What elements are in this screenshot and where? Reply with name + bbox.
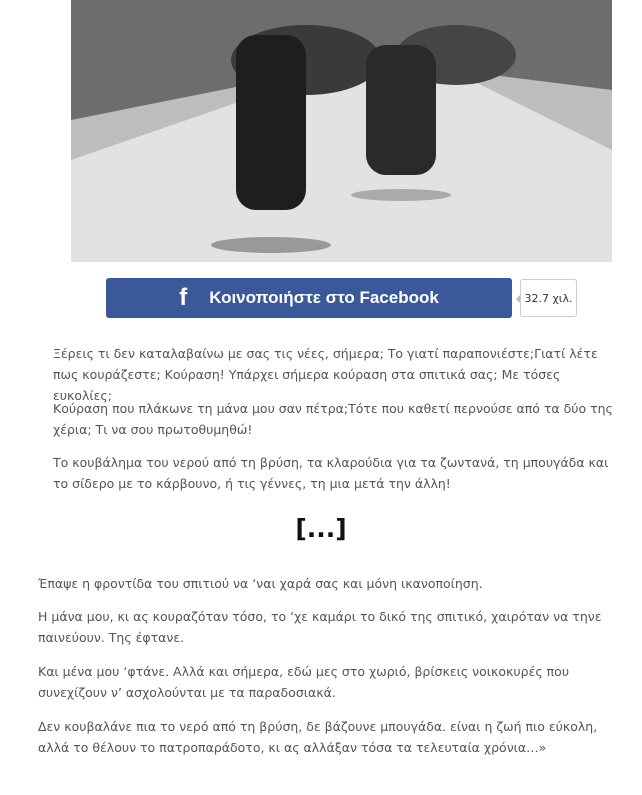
paragraph: Κούραση που πλάκωνε τη μάνα μου σαν πέτρα;Τότε που καθετί περνούσε από τα δύο της χέρια; Τι να σου πρωτοθυμηθώ! [53, 401, 613, 437]
share-count: 32.7 χιλ. [520, 279, 577, 317]
paragraph: Το κουβάλημα του νερού από τη βρύση, τα κλαρούδια για τα ζωντανά, τη μπουγάδα και το σίδερο με το κάρβουνο, ή τις γέννες, τη μια μετά την άλλη! [53, 455, 609, 491]
paragraph: Η μάνα μου, κι ας κουραζόταν τόσο, το ‘χε καμάρι το δικό της σπιτικό, χαιρόταν να τηνε παινεύουν. Της έφτανε. [38, 609, 602, 645]
share-label: Κοινοποιήστε στο Facebook [209, 288, 439, 307]
omission-marker: [...] [295, 514, 347, 543]
facebook-share-button[interactable] [106, 278, 512, 318]
paragraph: Ξέρεις τι δεν καταλαβαίνω με σας τις νέες, σήμερα; Το γιατί παραπονιέστε;Γιατί λέτε πως κουράζεστε; Κούραση! Υπάρχει σήμερα κούραση στα σπιτικά σας; Με τόσες ευκολίες; [53, 346, 598, 403]
facebook-icon: f [179, 284, 188, 311]
paragraph: Και μένα μου ‘φτάνε. Αλλά και σήμερα, εδώ μες στο χωριό, βρίσκεις νοικοκυρές που συνεχίζουν ν’ ασχολούνται με τα παραδοσιακά. [38, 664, 570, 700]
paragraph: Δεν κουβαλάνε πια το νερό από τη βρύση, δε βάζουνε μπουγάδα. είναι η ζωή πιο εύκολη, αλλά το θέλουν το πατροπαράδοτο, κι ας αλλάξαν τόσα τα τελευταία χρόνια…» [38, 719, 598, 755]
article-photo [71, 0, 612, 262]
paragraph: Έπαψε η φροντίδα του σπιτιού να ‘ναι χαρά σας και μόνη ικανοποίηση. [38, 576, 483, 591]
